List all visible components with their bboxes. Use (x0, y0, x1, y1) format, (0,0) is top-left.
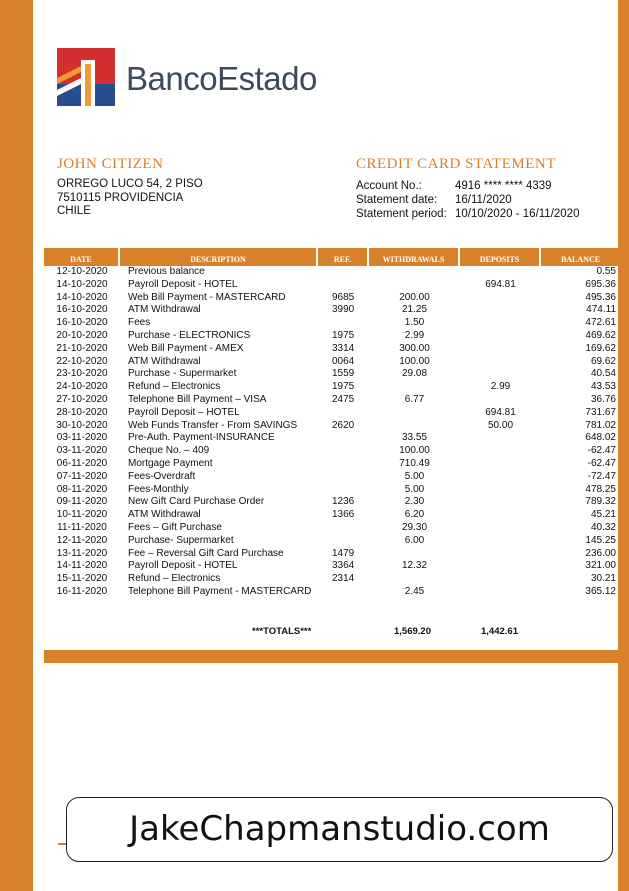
cell-withdrawal: 300.00 (399, 342, 430, 354)
cell-description: Fees-Monthly (128, 483, 189, 495)
account-label: Account No.: (356, 180, 422, 192)
cell-withdrawal (369, 381, 460, 394)
cell-deposit (460, 548, 541, 561)
table-row (44, 420, 620, 433)
cell-ref: 2620 (332, 419, 355, 431)
cell-deposit (460, 509, 541, 522)
accent-tick (58, 843, 66, 845)
account-value: 4916 **** **** 4339 (455, 180, 552, 192)
cell-deposit (460, 394, 541, 407)
cell-balance: 43.53 (590, 381, 616, 393)
cell-deposit (460, 573, 541, 586)
cell-balance: -62.47 (587, 457, 616, 469)
bancoestado-logo-icon (57, 48, 115, 106)
cell-description: Cheque No. – 409 (128, 445, 210, 457)
table-row (44, 509, 620, 522)
table-row (44, 560, 620, 573)
table-row (44, 317, 620, 330)
table-row (44, 407, 620, 420)
cell-date: 07-11-2020 (56, 470, 108, 482)
table-row (44, 343, 620, 356)
table-row (44, 266, 620, 279)
cell-withdrawal (369, 420, 460, 433)
cell-balance: 145.25 (585, 534, 616, 546)
cell-withdrawal: 200.00 (399, 291, 430, 303)
cell-date: 08-11-2020 (56, 483, 108, 495)
cell-date: 03-11-2020 (56, 432, 108, 444)
table-row (44, 458, 620, 471)
cell-balance: 495.36 (585, 291, 616, 303)
cell-description: Payroll Deposit – HOTEL (128, 406, 240, 418)
cell-balance: 731.67 (585, 406, 616, 418)
cell-description: Purchase - ELECTRONICS (128, 329, 251, 341)
statement-period-value: 10/10/2020 - 16/11/2020 (455, 208, 580, 220)
cell-withdrawal: 12.32 (401, 560, 428, 572)
cell-withdrawal: 6.00 (404, 534, 425, 546)
cell-withdrawal: 710.49 (399, 457, 430, 469)
address-line: ORREGO LUCO 54, 2 PISO (57, 178, 203, 190)
cell-deposit (460, 330, 541, 343)
cell-ref (318, 471, 369, 484)
cell-ref (318, 266, 369, 279)
table-row (44, 471, 620, 484)
header-withdrawals: WITHDRAWALS (369, 248, 460, 266)
header-deposits: DEPOSITS (460, 248, 541, 266)
cell-withdrawal: 21.25 (401, 304, 428, 316)
cell-date: 16-10-2020 (56, 317, 108, 329)
totals-deposits: 1,442.61 (481, 626, 518, 637)
cell-balance: 40.32 (590, 521, 616, 533)
cell-withdrawal: 33.55 (401, 432, 428, 444)
cell-balance: 45.21 (590, 509, 616, 521)
table-row (44, 535, 620, 548)
cell-date: 10-11-2020 (56, 509, 108, 521)
cell-deposit (460, 496, 541, 509)
cell-ref: 1559 (332, 368, 355, 380)
table-row (44, 292, 620, 305)
cell-deposit (460, 356, 541, 369)
cell-balance: 0.55 (596, 266, 616, 277)
cell-withdrawal (369, 407, 460, 420)
cell-withdrawal: 5.00 (404, 470, 425, 482)
cell-deposit (460, 304, 541, 317)
cell-description: Telephone Bill Payment – VISA (128, 393, 267, 405)
table-body (44, 266, 620, 599)
cell-balance: 648.02 (585, 432, 616, 444)
statement-date-label: Statement date: (356, 194, 438, 206)
cell-ref: 1479 (332, 547, 355, 559)
table-footer-bar (44, 650, 620, 663)
cell-deposit: 50.00 (487, 419, 514, 431)
cell-balance: 69.62 (590, 355, 616, 367)
cell-date: 14-10-2020 (56, 291, 108, 303)
cell-description: ATM Withdrawal (128, 304, 201, 316)
cell-balance: 36.76 (590, 393, 616, 405)
cell-date: 14-10-2020 (56, 278, 108, 290)
cell-date: 03-11-2020 (56, 445, 108, 457)
cell-ref: 1236 (332, 496, 355, 508)
customer-name: JOHN CITIZEN (57, 156, 164, 172)
cell-balance: 30.21 (590, 573, 616, 585)
cell-withdrawal (369, 573, 460, 586)
cell-date: 24-10-2020 (56, 381, 108, 393)
cell-deposit (460, 560, 541, 573)
cell-date: 16-11-2020 (56, 585, 108, 597)
brand-name: BancoEstado (126, 60, 317, 97)
cell-deposit (460, 484, 541, 497)
cell-balance: 321.00 (585, 560, 616, 572)
cell-balance: -72.47 (587, 470, 616, 482)
table-row (44, 484, 620, 497)
cell-balance: 695.36 (585, 278, 616, 290)
cell-balance: 478.25 (585, 483, 616, 495)
table-row (44, 330, 620, 343)
cell-date: 14-11-2020 (56, 560, 108, 572)
cell-ref (318, 484, 369, 497)
cell-date: 22-10-2020 (56, 355, 108, 367)
totals-withdrawals: 1,569.20 (394, 626, 431, 637)
cell-date: 11-11-2020 (57, 521, 107, 533)
cell-description: Web Funds Transfer - From SAVINGS (128, 419, 298, 431)
table-row (44, 548, 620, 561)
table-row (44, 586, 620, 599)
cell-withdrawal (369, 548, 460, 561)
statement-title: CREDIT CARD STATEMENT (356, 156, 556, 172)
cell-description: Fee – Reversal Gift Card Purchase (128, 547, 284, 559)
cell-balance: 474.11 (586, 304, 616, 316)
cell-ref (318, 535, 369, 548)
cell-deposit (460, 343, 541, 356)
watermark-text: JakeChapmanstudio.com (129, 809, 550, 849)
cell-description: Fees (128, 317, 151, 329)
cell-description: Fees – Gift Purchase (128, 521, 222, 533)
cell-description: Previous balance (128, 266, 205, 277)
cell-withdrawal: 29.30 (401, 521, 428, 533)
statement-date-value: 16/11/2020 (455, 194, 512, 206)
cell-ref: 1975 (332, 381, 355, 393)
cell-withdrawal: 2.45 (404, 585, 425, 597)
cell-ref: 9685 (332, 291, 355, 303)
table-row (44, 573, 620, 586)
cell-ref: 3364 (332, 560, 355, 572)
cell-description: Purchase - Supermarket (128, 368, 237, 380)
table-header (44, 248, 620, 266)
cell-ref (318, 279, 369, 292)
cell-date: 30-10-2020 (56, 419, 108, 431)
cell-deposit (460, 432, 541, 445)
cell-ref (318, 458, 369, 471)
cell-ref: 3990 (332, 304, 355, 316)
cell-withdrawal: 100.00 (399, 355, 430, 367)
cell-date: 12-10-2020 (56, 266, 108, 277)
left-accent-band (0, 0, 33, 891)
cell-date: 09-11-2020 (56, 496, 108, 508)
header-ref: REF. (318, 248, 369, 266)
cell-date: 15-11-2020 (56, 573, 108, 585)
table-row (44, 279, 620, 292)
cell-description: ATM Withdrawal (128, 509, 201, 521)
cell-balance: 169.62 (585, 342, 616, 354)
customer-address (57, 178, 203, 219)
cell-deposit (460, 445, 541, 458)
cell-ref (318, 445, 369, 458)
cell-withdrawal: 2.30 (404, 496, 425, 508)
cell-date: 27-10-2020 (56, 393, 108, 405)
cell-ref: 2314 (332, 573, 355, 585)
cell-ref: 0064 (332, 355, 355, 367)
header-date: DATE (44, 248, 120, 266)
cell-balance: -62.47 (587, 445, 616, 457)
table-row (44, 368, 620, 381)
cell-deposit (460, 292, 541, 305)
cell-date: 21-10-2020 (56, 342, 108, 354)
cell-ref: 1366 (332, 509, 355, 521)
table-row (44, 356, 620, 369)
cell-deposit: 694.81 (485, 406, 516, 418)
cell-withdrawal: 6.20 (404, 509, 425, 521)
cell-ref (318, 586, 369, 599)
cell-description: Refund – Electronics (128, 381, 221, 393)
cell-description: ATM Withdrawal (128, 355, 201, 367)
cell-ref: 2475 (332, 393, 355, 405)
cell-date: 20-10-2020 (56, 329, 108, 341)
cell-date: 28-10-2020 (56, 406, 108, 418)
cell-date: 12-11-2020 (56, 534, 108, 546)
cell-ref (318, 317, 369, 330)
cell-withdrawal: 1.50 (404, 317, 425, 329)
cell-description: Web Bill Payment - AMEX (128, 342, 244, 354)
cell-deposit (460, 317, 541, 330)
cell-ref (318, 407, 369, 420)
cell-description: Fees-Overdraft (128, 470, 196, 482)
table-row (44, 445, 620, 458)
table-row (44, 394, 620, 407)
statement-period-label: Statement period: (356, 208, 447, 220)
cell-deposit: 694.81 (485, 278, 516, 290)
cell-description: Web Bill Payment - MASTERCARD (128, 291, 286, 303)
cell-description: Pre-Auth. Payment-INSURANCE (128, 432, 275, 444)
cell-date: 23-10-2020 (56, 368, 108, 380)
cell-description: Refund – Electronics (128, 573, 221, 585)
header-description: DESCRIPTION (120, 248, 318, 266)
cell-balance: 469.62 (585, 329, 616, 341)
address-line: CHILE (57, 205, 91, 217)
table-row (44, 304, 620, 317)
address-line: 7510115 PROVIDENCIA (57, 191, 184, 204)
table-row (44, 522, 620, 535)
cell-balance: 789.32 (585, 496, 616, 508)
cell-withdrawal: 29.08 (401, 368, 428, 380)
cell-date: 06-11-2020 (56, 457, 108, 469)
cell-deposit (460, 458, 541, 471)
cell-balance: 472.61 (585, 317, 616, 329)
cell-withdrawal: 2.99 (404, 329, 425, 341)
account-info (356, 179, 579, 221)
cell-ref: 1975 (332, 329, 355, 341)
totals-label: ***TOTALS*** (252, 626, 312, 637)
cell-deposit (460, 266, 541, 279)
cell-description: Telephone Bill Payment - MASTERCARD (128, 585, 312, 597)
cell-withdrawal: 5.00 (404, 483, 425, 495)
cell-deposit: 2.99 (490, 381, 511, 393)
cell-description: Payroll Deposit - HOTEL (128, 278, 238, 290)
cell-withdrawal: 6.77 (404, 393, 425, 405)
header-balance: BALANCE (560, 255, 601, 264)
cell-date: 16-10-2020 (56, 304, 108, 316)
cell-balance: 781.02 (585, 419, 616, 431)
cell-description: New Gift Card Purchase Order (128, 496, 265, 508)
table-row (44, 381, 620, 394)
cell-ref: 3314 (332, 342, 355, 354)
cell-deposit (460, 471, 541, 484)
cell-description: Mortgage Payment (128, 457, 213, 469)
cell-balance: 40.54 (590, 368, 616, 380)
cell-balance: 236.00 (585, 547, 616, 559)
cell-deposit (460, 535, 541, 548)
cell-deposit (460, 586, 541, 599)
cell-withdrawal (369, 266, 460, 279)
cell-ref (318, 432, 369, 445)
cell-withdrawal (369, 279, 460, 292)
cell-ref (318, 522, 369, 535)
transactions-table (44, 248, 620, 599)
table-row (44, 496, 620, 509)
cell-deposit (460, 368, 541, 381)
table-row (44, 432, 620, 445)
cell-description: Purchase- Supermarket (128, 534, 234, 546)
cell-deposit (460, 522, 541, 535)
cell-balance: 365.12 (585, 585, 616, 597)
cell-description: Payroll Deposit - HOTEL (128, 560, 238, 572)
cell-date: 13-11-2020 (56, 547, 108, 559)
cell-withdrawal: 100.00 (399, 445, 430, 457)
watermark-box (66, 797, 613, 862)
